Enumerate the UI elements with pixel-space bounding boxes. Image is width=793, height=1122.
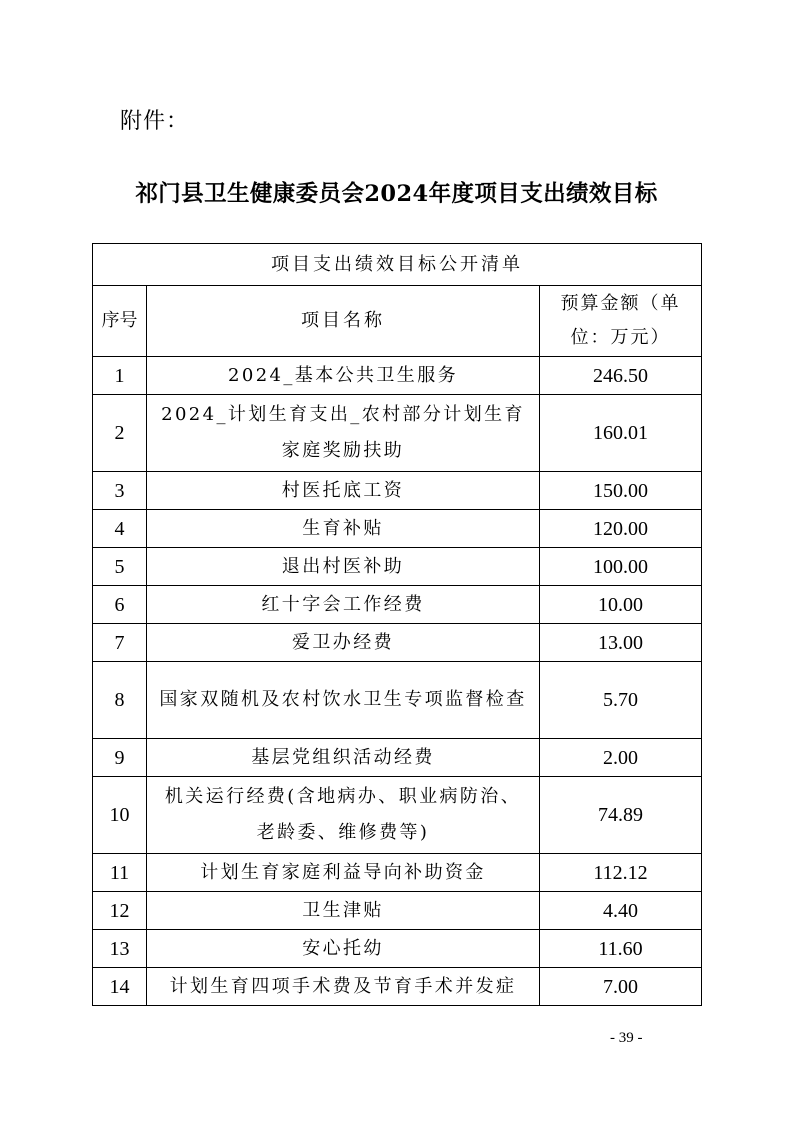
row-amount: 5.70 <box>540 662 702 739</box>
row-number: 5 <box>93 548 147 586</box>
row-project-name: 生育补贴 <box>147 510 540 548</box>
row-amount: 4.40 <box>540 892 702 930</box>
row-number: 8 <box>93 662 147 739</box>
row-number: 12 <box>93 892 147 930</box>
row-number: 9 <box>93 739 147 777</box>
row-project-name: 计划生育家庭利益导向补助资金 <box>147 854 540 892</box>
row-amount: 10.00 <box>540 586 702 624</box>
row-amount: 7.00 <box>540 968 702 1006</box>
row-project-name: 卫生津贴 <box>147 892 540 930</box>
row-amount: 150.00 <box>540 472 702 510</box>
table-row <box>93 930 702 968</box>
row-amount: 120.00 <box>540 510 702 548</box>
table-row <box>93 739 702 777</box>
row-amount: 11.60 <box>540 930 702 968</box>
row-project-name: 村医托底工资 <box>147 472 540 510</box>
table-caption-row <box>93 244 702 286</box>
row-number: 14 <box>93 968 147 1006</box>
row-number: 3 <box>93 472 147 510</box>
row-amount: 13.00 <box>540 624 702 662</box>
row-number: 6 <box>93 586 147 624</box>
row-project-name: 基层党组织活动经费 <box>147 739 540 777</box>
row-number: 2 <box>93 395 147 472</box>
table-row <box>93 395 702 472</box>
table-row <box>93 624 702 662</box>
page-number: - 39 - <box>610 1030 643 1046</box>
row-number: 7 <box>93 624 147 662</box>
table-row <box>93 357 702 395</box>
table-row <box>93 892 702 930</box>
table-row <box>93 854 702 892</box>
row-amount: 100.00 <box>540 548 702 586</box>
row-project-name: 2024_计划生育支出_农村部分计划生育家庭奖励扶助 <box>147 395 540 472</box>
performance-target-table <box>92 243 702 1006</box>
row-amount: 2.00 <box>540 739 702 777</box>
table-caption: 项目支出绩效目标公开清单 <box>93 244 702 286</box>
row-amount: 160.01 <box>540 395 702 472</box>
row-number: 4 <box>93 510 147 548</box>
table-row <box>93 548 702 586</box>
table-row <box>93 586 702 624</box>
row-amount: 246.50 <box>540 357 702 395</box>
row-number: 11 <box>93 854 147 892</box>
row-project-name: 爱卫办经费 <box>147 624 540 662</box>
row-amount: 112.12 <box>540 854 702 892</box>
table-row <box>93 968 702 1006</box>
row-number: 10 <box>93 777 147 854</box>
attachment-label: 附件： <box>120 109 190 134</box>
table-header-row <box>93 286 702 357</box>
row-project-name: 机关运行经费(含地病办、职业病防治、老龄委、维修费等) <box>147 777 540 854</box>
table-row <box>93 777 702 854</box>
row-number: 13 <box>93 930 147 968</box>
header-serial-number: 序号 <box>93 286 147 357</box>
document-title: 祁门县卫生健康委员会2024年度项目支出绩效目标 <box>135 181 658 207</box>
row-amount: 74.89 <box>540 777 702 854</box>
table-row <box>93 472 702 510</box>
row-project-name: 红十字会工作经费 <box>147 586 540 624</box>
row-project-name: 计划生育四项手术费及节育手术并发症 <box>147 968 540 1006</box>
header-budget-amount: 预算金额（单位：万元） <box>540 286 702 357</box>
header-project-name: 项目名称 <box>147 286 540 357</box>
table-row <box>93 510 702 548</box>
row-project-name: 2024_基本公共卫生服务 <box>147 357 540 395</box>
row-project-name: 安心托幼 <box>147 930 540 968</box>
row-project-name: 退出村医补助 <box>147 548 540 586</box>
row-project-name: 国家双随机及农村饮水卫生专项监督检查 <box>147 662 540 739</box>
table-row <box>93 662 702 739</box>
row-number: 1 <box>93 357 147 395</box>
